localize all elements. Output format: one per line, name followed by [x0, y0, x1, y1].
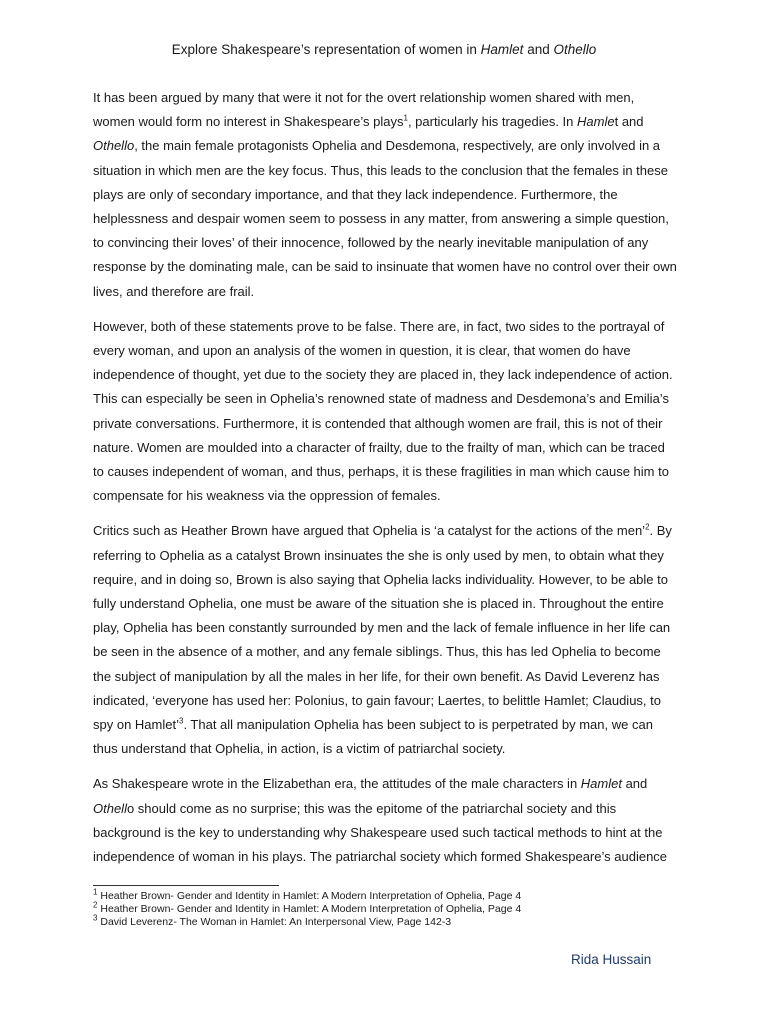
p1-text-d: , the main female protagonists Ophelia and Desdemona, respectively, are only involved in a situation in which men are the key focus. Thus, this leads to the conclusion that the females in these plays are only of secondary importance, and that they lack independence. Furthermore, the helplessness and despair women seem to possess in any matter, from answering a simple question, to convincing their loves’ of their innocence, followed by the nearly inevitable manipulation of any response by the dominating male, can be said to insinuate that women have no control over their own lives, and therefore are frail. — [93, 138, 677, 299]
footnote-ref-2: 2 — [645, 523, 650, 533]
p1-italic-othello: Othello — [93, 138, 135, 154]
title-and: and — [523, 42, 554, 57]
p4-italic-othello: Othell — [93, 800, 127, 816]
p4-italic-hamlet: Hamlet — [580, 776, 622, 792]
p1-italic-hamlet: Hamle — [577, 114, 615, 130]
p1-text-a: It has been argued by many that were it not for the overt relationship women shared with men, women would form no interest in Shakespeare’s plays — [93, 90, 635, 130]
paragraph-3 — [93, 519, 677, 761]
footnote-number: 3 — [93, 913, 98, 923]
p3-text-a: Critics such as Heather Brown have argued that Ophelia is ‘a catalyst for the actions of the men’ — [93, 523, 646, 539]
footnote-number: 1 — [93, 887, 98, 897]
essay-body — [93, 86, 677, 880]
footnote-3 — [93, 913, 693, 929]
footnote-ref-1: 1 — [403, 113, 408, 123]
p1-text-b: , particularly his tragedies. In — [407, 114, 578, 130]
p3-text-c: . That all manipulation Ophelia has been subject to is perpetrated by man, we can thus understand that Ophelia, in action, is a victim of patriarchal society. — [93, 717, 653, 757]
footnote-number: 2 — [93, 900, 98, 910]
p4-text-c: o should come as no surprise; this was the epitome of the patriarchal society and this background is the key to understanding why Shakespeare used such tactical methods to hint at the independence of woman in his plays. The patriarchal society which formed Shakespeare’s audience — [93, 800, 668, 865]
paragraph-2: However, both of these statements prove to be false. There are, in fact, two sides to the portrayal of every woman, and upon an analysis of the women in question, it is clear, that women do have independence of thought, yet due to the society they are placed in, they lack independence of action. This can especially be seen in Ophelia’s renowned state of madness and Desdemona’s and Emilia’s private conversations. Furthermore, it is contended that although women are frail, this is not of their nature. Women are moulded into a character of frailty, due to the frailty of man, which can be traced to causes independent of woman, and thus, perhaps, it is these fragilities in man which cause him to compensate for his weakness via the oppression of females. — [93, 318, 673, 504]
p1-text-c: t and — [614, 114, 644, 130]
footnote-1 — [93, 887, 693, 903]
footnote-ref-3: 3 — [178, 716, 184, 726]
footnote-text: David Leverenz- The Woman in Hamlet: An Interpersonal View, Page 142-3 — [97, 916, 452, 928]
footnote-text: Heather Brown- Gender and Identity in Hamlet: A Modern Interpretation of Ophelia, Page 4 — [97, 890, 522, 902]
p3-text-b: . By referring to Ophelia as a catalyst Brown insinuates the she is only used by men, to obtain what they require, and in doing so, Brown is also saying that Ophelia lacks individuality. However, to be able to fully understand Ophelia, one must be aware of the situation she is placed in. Throughout the entire play, Ophelia has been constantly surrounded by men and the lack of female influence in her life can be seen in the absence of a mother, and any female siblings. Thus, this has led Ophelia to become the subject of manipulation by all the males in her life, for their own benefit. As David Leverenz has indicated, ‘everyone has used her: Polonius, to gain favour; Laertes, to belittle Hamlet; Claudius, to spy on Hamlet’ — [93, 523, 672, 733]
title-prefix: Explore Shakespeare’s representation of women in — [171, 42, 481, 57]
footnote-separator — [93, 885, 279, 886]
footnote-2 — [93, 900, 693, 916]
footnote-text: Heather Brown- Gender and Identity in Hamlet: A Modern Interpretation of Ophelia, Page 4 — [97, 903, 522, 915]
paragraph-4 — [93, 772, 677, 869]
page-title — [0, 42, 768, 57]
title-work-hamlet: Hamlet — [480, 42, 524, 57]
p4-text-a: As Shakespeare wrote in the Elizabethan era, the attitudes of the male characters in — [93, 776, 581, 792]
title-work-othello: Othello — [553, 42, 597, 57]
paragraph-1 — [93, 86, 677, 304]
author-name: Rida Hussain — [571, 952, 652, 967]
footnotes — [93, 887, 693, 929]
p4-text-b: and — [621, 776, 648, 792]
